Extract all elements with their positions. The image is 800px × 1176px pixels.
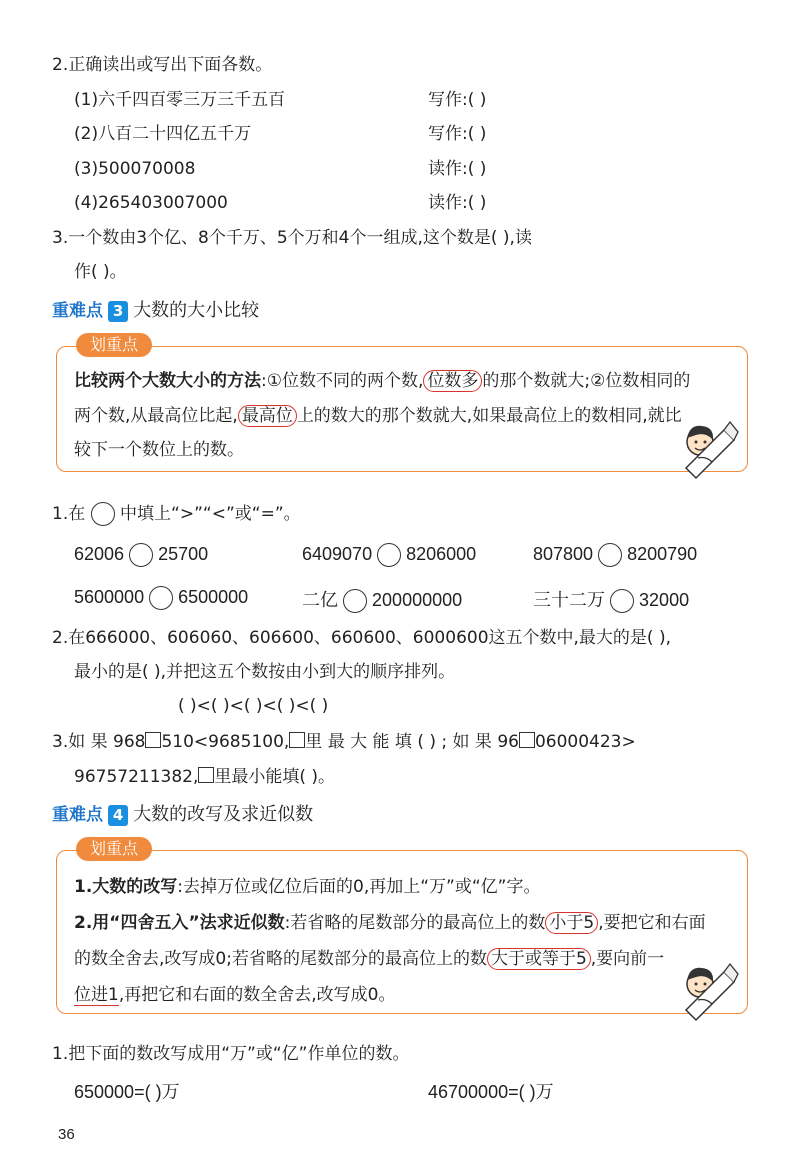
key-point-4-text-3b: ,要向前一 xyxy=(590,949,665,969)
compare-1b-circle[interactable] xyxy=(377,543,401,567)
q3-line2: 作( )。 xyxy=(74,262,127,282)
s3q3-line2 xyxy=(74,766,335,788)
s3q2-order-blanks[interactable]: ( )<( )<( )<( )<( ) xyxy=(178,696,329,716)
section-4-header xyxy=(52,800,313,826)
q2-item-1-answer[interactable]: 写作:( ) xyxy=(428,90,487,110)
key-point-3-line3: 较下一个数位上的数。 xyxy=(74,440,244,460)
key-point-4-text-2a: :若省略的尾数部分的最高位上的数 xyxy=(284,913,546,933)
blank-square-1[interactable] xyxy=(145,732,161,748)
key-point-3-text-b: 的那个数就大;②位数相同的 xyxy=(482,371,691,391)
s3q1-title xyxy=(52,502,301,526)
key-point-3-text-d: 上的数大的那个数就大,如果最高位上的数相同,就比 xyxy=(296,406,682,426)
key-point-4-line3 xyxy=(74,948,664,970)
q2-item-4-answer[interactable]: 读作:( ) xyxy=(428,193,487,213)
section-3-header xyxy=(52,296,259,322)
key-point-4-bold-1: 1.大数的改写 xyxy=(74,877,178,897)
highlight-more-digits: 位数多 xyxy=(423,370,482,392)
compare-2c xyxy=(533,586,689,613)
key-point-tag-3: 划重点 xyxy=(76,333,152,357)
key-point-3-text-c: 两个数,从最高位比起, xyxy=(74,406,238,426)
s3q3-line1 xyxy=(52,731,636,753)
compare-2b-left: 二亿 xyxy=(302,590,338,610)
q3-line1: 3.一个数由3个亿、8个千万、5个万和4个一组成,这个数是( ),读 xyxy=(52,228,532,248)
section-3-badge: 3 xyxy=(108,301,128,322)
compare-2b xyxy=(302,586,462,613)
key-point-3-bold: 比较两个大数大小的方法 xyxy=(74,371,261,391)
compare-2c-circle[interactable] xyxy=(610,589,634,613)
key-point-4-text-3a: 的数全舍去,改写成0;若省略的尾数部分的最高位上的数 xyxy=(74,949,487,969)
highlight-highest-place: 最高位 xyxy=(238,405,297,427)
key-point-4-line2 xyxy=(74,912,706,934)
s3q3-text-a: 3.如 果 968 xyxy=(52,732,146,752)
q2-item-4-label: (4)265403007000 xyxy=(74,193,228,213)
mascot-pencil-icon xyxy=(676,960,742,1024)
section-3-title: 大数的大小比较 xyxy=(133,300,260,321)
compare-1a xyxy=(74,543,208,567)
key-point-4-text-4: ,再把它和右面的数全舍去,改写成0。 xyxy=(118,985,396,1005)
mascot-pencil-icon xyxy=(676,418,742,482)
compare-1c-left: 807800 xyxy=(533,543,594,564)
blank-square-2[interactable] xyxy=(519,732,535,748)
page-number: 36 xyxy=(58,1126,75,1143)
compare-1a-circle[interactable] xyxy=(129,543,153,567)
q2-item-3-answer[interactable]: 读作:( ) xyxy=(428,159,487,179)
compare-2c-left: 三十二万 xyxy=(533,590,605,610)
s3q3-text-e: 96757211382, xyxy=(74,767,199,787)
key-point-3-line1 xyxy=(74,370,690,392)
section-4-badge: 4 xyxy=(108,805,128,826)
s4q1-a[interactable]: 650000=( )万 xyxy=(74,1082,180,1102)
compare-2b-circle[interactable] xyxy=(343,589,367,613)
compare-2a xyxy=(74,586,248,610)
s3q1-title-pre: 1.在 xyxy=(52,504,86,524)
section-4-label: 重难点 xyxy=(52,805,103,825)
key-point-tag-4: 划重点 xyxy=(76,837,152,861)
compare-1c-circle[interactable] xyxy=(598,543,622,567)
s3q3-text-b: 510<9685100, xyxy=(161,732,290,752)
s3q2-line2: 最小的是( ),并把这五个数按由小到大的顺序排列。 xyxy=(74,662,456,682)
q2-title: 2.正确读出或写出下面各数。 xyxy=(52,55,273,75)
highlight-ge-5: 大于或等于5 xyxy=(487,948,591,970)
compare-circle-icon xyxy=(91,502,115,526)
s3q3-text-d: 06000423> xyxy=(534,732,636,752)
key-point-4-bold-2: 2.用“四舍五入”法求近似数 xyxy=(74,913,285,933)
compare-1a-left: 62006 xyxy=(74,543,125,564)
key-point-4-text-2b: ,要把它和右面 xyxy=(598,913,706,933)
q2-item-3-label: (3)500070008 xyxy=(74,159,196,179)
compare-1a-right: 25700 xyxy=(158,543,209,564)
compare-1b xyxy=(302,543,476,567)
key-point-3-text-a: :①位数不同的两个数, xyxy=(261,371,424,391)
compare-1b-left: 6409070 xyxy=(302,543,373,564)
s3q3-text-f: 里最小能填( )。 xyxy=(214,767,336,787)
square-icon xyxy=(198,767,214,783)
key-point-4-text-1: :去掉万位或亿位后面的0,再加上“万”或“亿”字。 xyxy=(177,877,541,897)
compare-2a-circle[interactable] xyxy=(149,586,173,610)
key-point-3-line2 xyxy=(74,405,682,427)
compare-2c-right: 32000 xyxy=(639,590,690,610)
q2-item-2-label: (2)八百二十四亿五千万 xyxy=(74,124,252,144)
compare-2a-right: 6500000 xyxy=(178,586,249,607)
highlight-less-than-5: 小于5 xyxy=(545,912,598,934)
key-point-4-line4 xyxy=(74,984,395,1006)
compare-2b-right: 200000000 xyxy=(372,590,463,610)
s4q1-title: 1.把下面的数改写成用“万”或“亿”作单位的数。 xyxy=(52,1044,410,1064)
highlight-carry-1: 位进1 xyxy=(74,985,119,1005)
key-point-4-line1 xyxy=(74,876,540,898)
s4q1-b[interactable]: 46700000=( )万 xyxy=(428,1082,554,1102)
compare-2a-left: 5600000 xyxy=(74,586,145,607)
compare-1c xyxy=(533,543,697,567)
q2-item-2-answer[interactable]: 写作:( ) xyxy=(428,124,487,144)
compare-1c-right: 8200790 xyxy=(627,543,698,564)
s3q2-line1: 2.在666000、606060、606600、660600、6000600这五个数中,最大的是( ), xyxy=(52,628,671,648)
s3q1-title-post: 中填上“>”“<”或“=”。 xyxy=(120,504,301,524)
compare-1b-right: 8206000 xyxy=(406,543,477,564)
section-4-title: 大数的改写及求近似数 xyxy=(133,804,314,825)
square-icon xyxy=(289,732,305,748)
s3q3-text-c: 里 最 大 能 填 ( ) ; 如 果 96 xyxy=(305,732,519,752)
q2-item-1-label: (1)六千四百零三万三千五百 xyxy=(74,90,286,110)
section-3-label: 重难点 xyxy=(52,301,103,321)
